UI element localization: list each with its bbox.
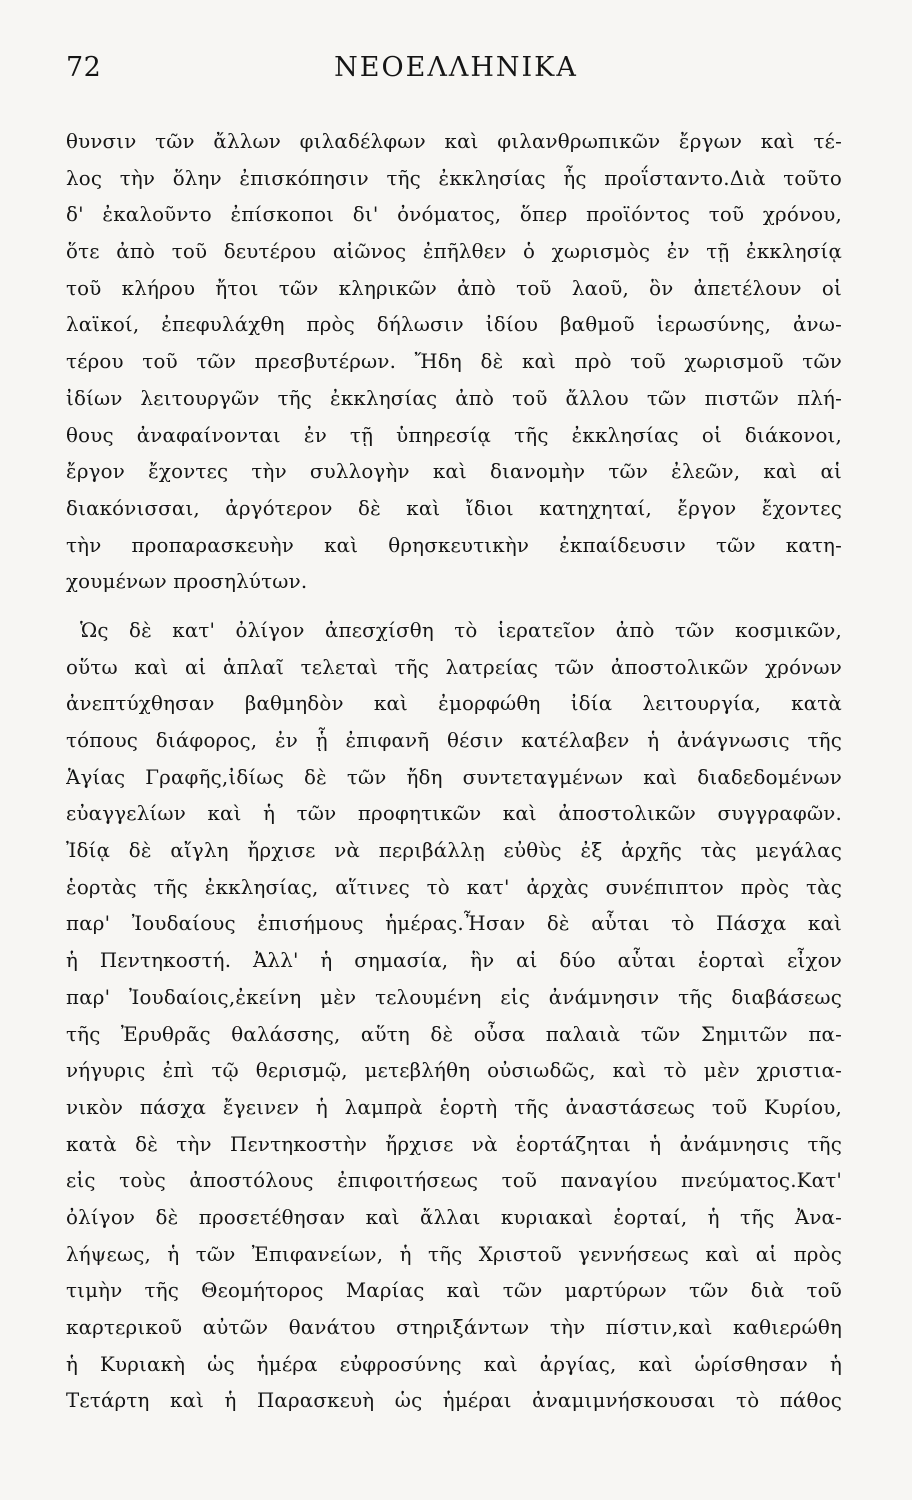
text-line: οὕτω καὶ αἱ ἁπλαῖ τελεταὶ τῆς λατρείας τῶν ἀποστολικῶν χρόνων [66, 655, 842, 679]
text-line: εἰς τοὺς ἀποστόλους ἐπιφοιτήσεως τοῦ παναγίου πνεύματος.Κατ' [66, 1169, 842, 1193]
text-line: παρ' Ἰουδαίοις,ἐκείνη μὲν τελουμένη εἰς ἀνάμνησιν τῆς διαβάσεως [66, 985, 842, 1009]
text-line: Τετάρτη καὶ ἡ Παρασκευὴ ὡς ἡμέραι ἀναμιμνήσκουσαι τὸ πάθος [66, 1389, 842, 1413]
text-line: ὀλίγον δὲ προσετέθησαν καὶ ἄλλαι κυριακαὶ ἑορταί, ἡ τῆς Ἀνα- [66, 1205, 842, 1229]
text-line: λαϊκοί, ἐπεφυλάχθη πρὸς δήλωσιν ἰδίου βαθμοῦ ἱερωσύνης, ἀνω- [66, 313, 842, 337]
text-line: τοῦ κλήρου ἤτοι τῶν κληρικῶν ἀπὸ τοῦ λαοῦ, ὃν ἀπετέλουν οἱ [66, 276, 842, 300]
paragraph [66, 613, 842, 1420]
text-line: Ὡς δὲ κατ' ὀλίγον ἀπεσχίσθη τὸ ἱερατεῖον ἀπὸ τῶν κοσμικῶν, [80, 618, 842, 642]
text-line: κατὰ δὲ τὴν Πεντηκοστὴν ἤρχισε νὰ ἑορτάζηται ἡ ἀνάμνησις τῆς [66, 1132, 842, 1156]
text-line: τέρου τοῦ τῶν πρεσβυτέρων. Ἤδη δὲ καὶ πρὸ τοῦ χωρισμοῦ τῶν [66, 350, 842, 374]
text-body [66, 124, 842, 1420]
text-line: παρ' Ἰουδαίους ἐπισήμους ἡμέρας.Ἦσαν δὲ αὗται τὸ Πάσχα καὶ [66, 912, 842, 936]
text-line: χουμένων προσηλύτων. [66, 570, 308, 594]
paragraph [66, 124, 842, 601]
paragraph-gap [66, 601, 842, 613]
text-line: εὐαγγελίων καὶ ἡ τῶν προφητικῶν καὶ ἀποστολικῶν συγγραφῶν. [66, 802, 842, 826]
text-line: νήγυρις ἐπὶ τῷ θερισμῷ, μετεβλήθη οὐσιωδῶς, καὶ τὸ μὲν χριστια- [66, 1059, 842, 1083]
page-header [60, 52, 852, 92]
text-line: ἰδίων λειτουργῶν τῆς ἐκκλησίας ἀπὸ τοῦ ἄλλου τῶν πιστῶν πλή- [66, 386, 842, 410]
text-line: ἡ Πεντηκοστή. Ἀλλ' ἡ σημασία, ἣν αἱ δύο αὗται ἑορταὶ εἶχον [66, 949, 842, 973]
text-line: τόπους διάφορος, ἐν ᾗ ἐπιφανῆ θέσιν κατέλαβεν ἡ ἀνάγνωσις τῆς [66, 729, 842, 752]
text-line: ὅτε ἀπὸ τοῦ δευτέρου αἰῶνος ἐπῆλθεν ὁ χωρισμὸς ἐν τῇ ἐκκλησίᾳ [66, 240, 842, 264]
text-line: ἔργον ἔχοντες τὴν συλλογὴν καὶ διανομὴν τῶν ἐλεῶν, καὶ αἱ [66, 460, 842, 484]
page-number: 72 [66, 52, 102, 83]
text-line: τῆς Ἐρυθρᾶς θαλάσσης, αὕτη δὲ οὖσα παλαιὰ τῶν Σημιτῶν πα- [66, 1022, 842, 1046]
text-line: τιμὴν τῆς Θεομήτορος Μαρίας καὶ τῶν μαρτύρων τῶν διὰ τοῦ [66, 1279, 842, 1303]
text-line: διακόνισσαι, ἀργότερον δὲ καὶ ἴδιοι κατηχηταί, ἔργον ἔχοντες [66, 496, 842, 520]
text-line: Ἁγίας Γραφῆς,ἰδίως δὲ τῶν ἤδη συντεταγμένων καὶ διαδεδομένων [66, 765, 842, 789]
text-line: λος τὴν ὅλην ἐπισκόπησιν τῆς ἐκκλησίας ἧς προΐσταντο.Διὰ τοῦτο [66, 166, 842, 190]
text-line: τὴν προπαρασκευὴν καὶ θρησκευτικὴν ἐκπαίδευσιν τῶν κατη- [66, 533, 842, 557]
running-title: ΝΕΟΕΛΛΗΝΙΚΑ [334, 52, 578, 83]
text-line: καρτερικοῦ αὐτῶν θανάτου στηριξάντων τὴν πίστιν,καὶ καθιερώθη [66, 1316, 842, 1339]
text-line: δ' ἐκαλοῦντο ἐπίσκοποι δι' ὀνόματος, ὅπερ προϊόντος τοῦ χρόνου, [66, 203, 842, 227]
text-line: νικὸν πάσχα ἔγεινεν ἡ λαμπρὰ ἑορτὴ τῆς ἀναστάσεως τοῦ Κυρίου, [66, 1095, 842, 1119]
text-line: θυνσιν τῶν ἄλλων φιλαδέλφων καὶ φιλανθρωπικῶν ἔργων καὶ τέ- [66, 130, 842, 153]
text-line: ἡ Κυριακὴ ὡς ἡμέρα εὐφροσύνης καὶ ἀργίας, καὶ ὡρίσθησαν ἡ [66, 1352, 842, 1376]
text-line: θους ἀναφαίνονται ἐν τῇ ὑπηρεσίᾳ τῆς ἐκκλησίας οἱ διάκονοι, [66, 423, 842, 447]
text-line: Ἰδίᾳ δὲ αἴγλη ἤρχισε νὰ περιβάλλῃ εὐθὺς ἐξ ἀρχῆς τὰς μεγάλας [66, 839, 842, 863]
text-line: λήψεως, ἡ τῶν Ἐπιφανείων, ἡ τῆς Χριστοῦ γεννήσεως καὶ αἱ πρὸς [66, 1242, 842, 1266]
text-line: ἑορτὰς τῆς ἐκκλησίας, αἵτινες τὸ κατ' ἀρχὰς συνέπιπτον πρὸς τὰς [66, 875, 842, 899]
text-line: ἀνεπτύχθησαν βαθμηδὸν καὶ ἐμορφώθη ἰδία λειτουργία, κατὰ [66, 692, 842, 716]
